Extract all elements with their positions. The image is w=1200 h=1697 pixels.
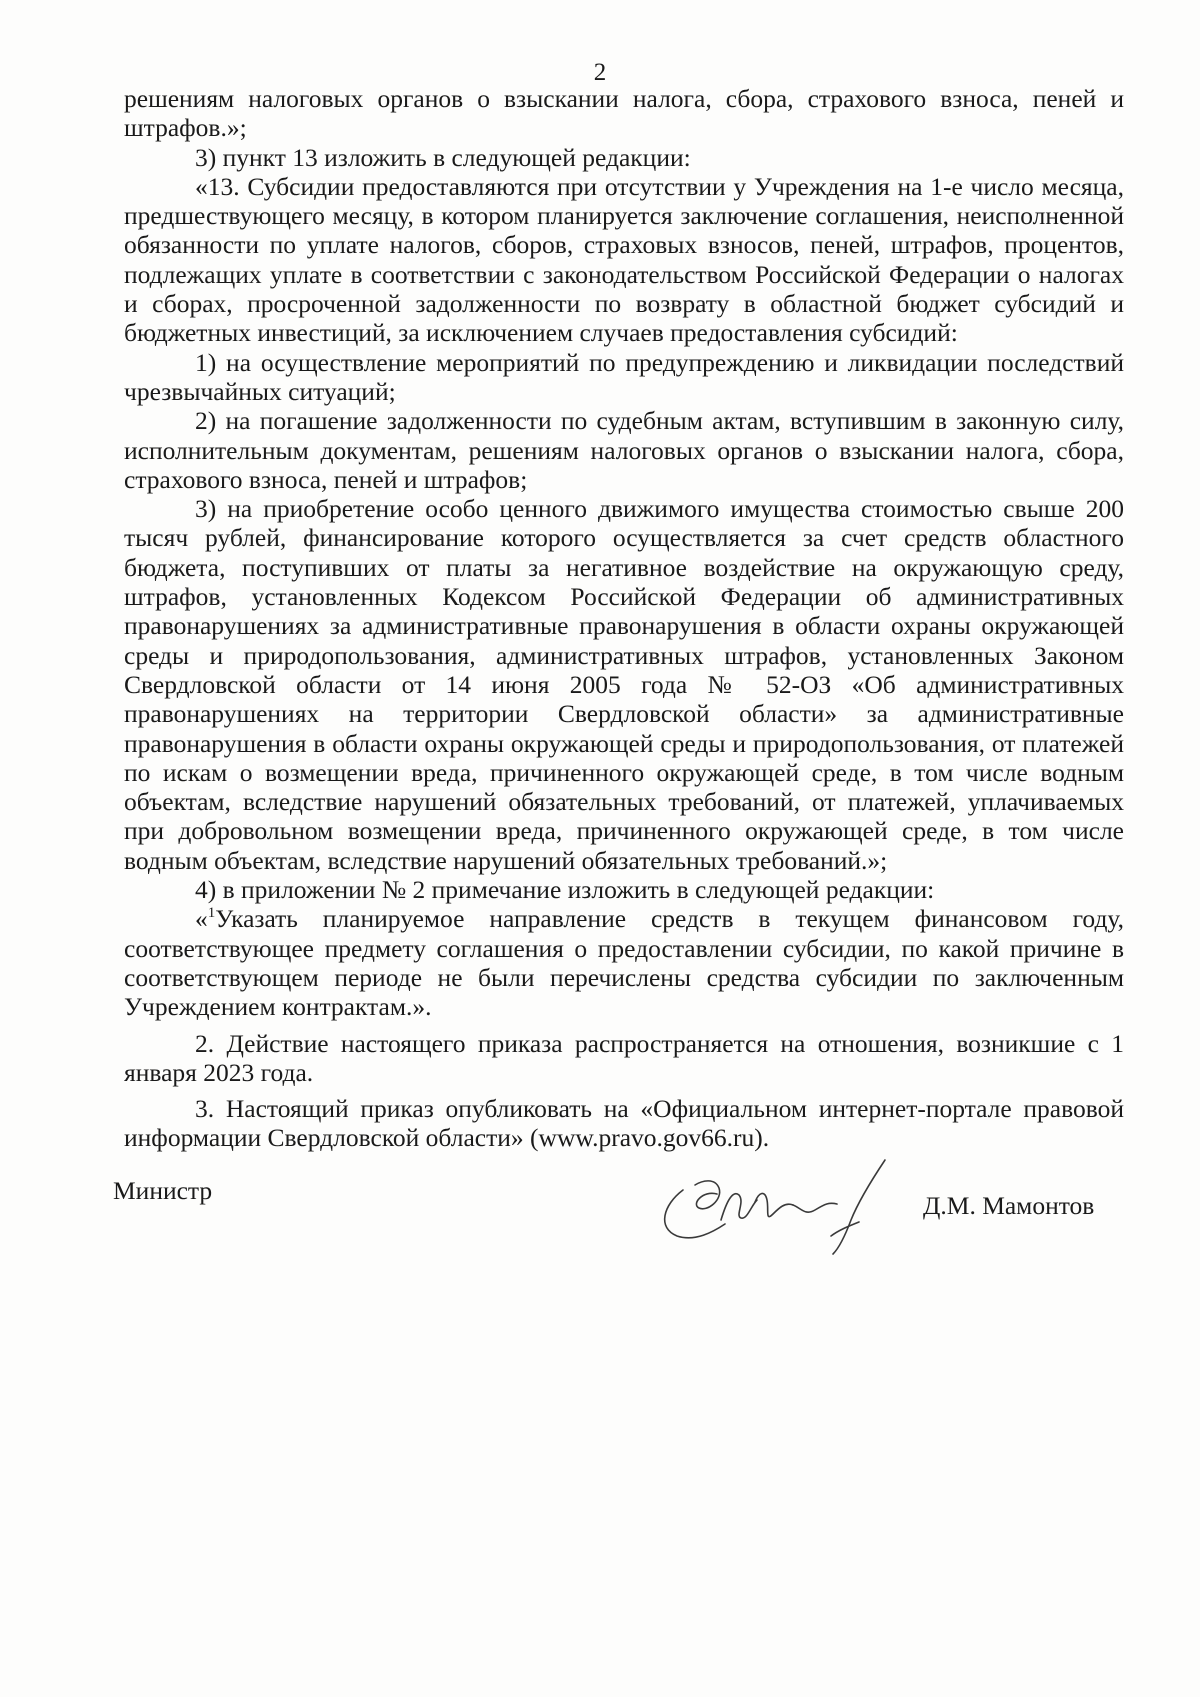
document-body — [124, 84, 1124, 1153]
note-text: Указать планируемое направление средств в текущем финансовом году, соответствующее предмету соглашения о предоставлении субсидии, по какой причине в соответствующем периоде не были перечислены средства субсидии по заключенным Учреждением контрактам.». — [124, 904, 1124, 1022]
paragraph-subitem-1: 1) на осуществление мероприятий по предупреждению и ликвидации последствий чрезвычайных ситуаций; — [124, 347, 1124, 406]
paragraph-section-3: 3. Настоящий приказ опубликовать на «Официальном интернет-портале правовой информации Свердловской области» (www.pravo.gov66.ru). — [124, 1094, 1124, 1153]
paragraph-item-4: 4) в приложении № 2 примечание изложить в следующей редакции: — [195, 875, 935, 905]
paragraph-item-3: 3) пункт 13 изложить в следующей редакции: — [195, 142, 691, 172]
signature-block — [0, 1150, 1200, 1270]
paragraph-continuation: решениям налоговых органов о взыскании налога, сбора, страхового взноса, пеней и штрафов.»; — [124, 84, 1124, 143]
paragraph-note — [124, 904, 1124, 1021]
note-open-quote: « — [195, 904, 208, 934]
handwritten-signature — [655, 1150, 905, 1260]
note-superscript: 1 — [207, 905, 216, 922]
paragraph-clause-13: «13. Субсидии предоставляются при отсутствии у Учреждения на 1-е число месяца, предшествующего месяцу, в котором планируется заключение соглашения, неисполненной обязанности по уплате налогов, сборов, страховых взносов, пеней, штрафов, процентов, подлежащих уплате в соответствии с законодательством Российской Федерации о налогах и сборах, просроченной задолженности по возврату в областной бюджет субсидий и бюджетных инвестиций, за исключением случаев предоставления субсидий: — [124, 171, 1124, 348]
signatory-role: Министр — [113, 1176, 213, 1205]
paragraph-section-2: 2. Действие настоящего приказа распространяется на отношения, возникшие с 1 января 2023 года. — [124, 1028, 1124, 1087]
signatory-name: Д.М. Мамонтов — [923, 1191, 1095, 1220]
paragraph-subitem-2: 2) на погашение задолженности по судебным актам, вступившим в законную силу, исполнительным документам, решениям налоговых органов о взыскании налога, сбора, страхового взноса, пеней и штрафов; — [124, 406, 1124, 494]
paragraph-subitem-3: 3) на приобретение особо ценного движимого имущества стоимостью свыше 200 тысяч рублей, финансирование которого осуществляется за счет средств областного бюджета, поступивших от платы за негативное воздействие на окружающую среду, штрафов, установленных Кодексом Российской Федерации об административных правонарушениях за административные правонарушения в области охраны окружающей среды и природопользования, административных штрафов, установленных Законом Свердловской области от 14 июня 2005 года № 52-ОЗ «Об административных правонарушениях на территории Свердловской области» за административные правонарушения в области охраны окружающей среды и природопользования, от платежей по искам о возмещении вреда, причиненного окружающей среде, в том числе водным объектам, вследствие нарушений обязательных требований, от платежей, уплачиваемых при добровольном возмещении вреда, причиненного окружающей среде, в том числе водным объектам, вследствие нарушений обязательных требований.»; — [124, 494, 1124, 875]
page-number: 2 — [593, 59, 607, 86]
